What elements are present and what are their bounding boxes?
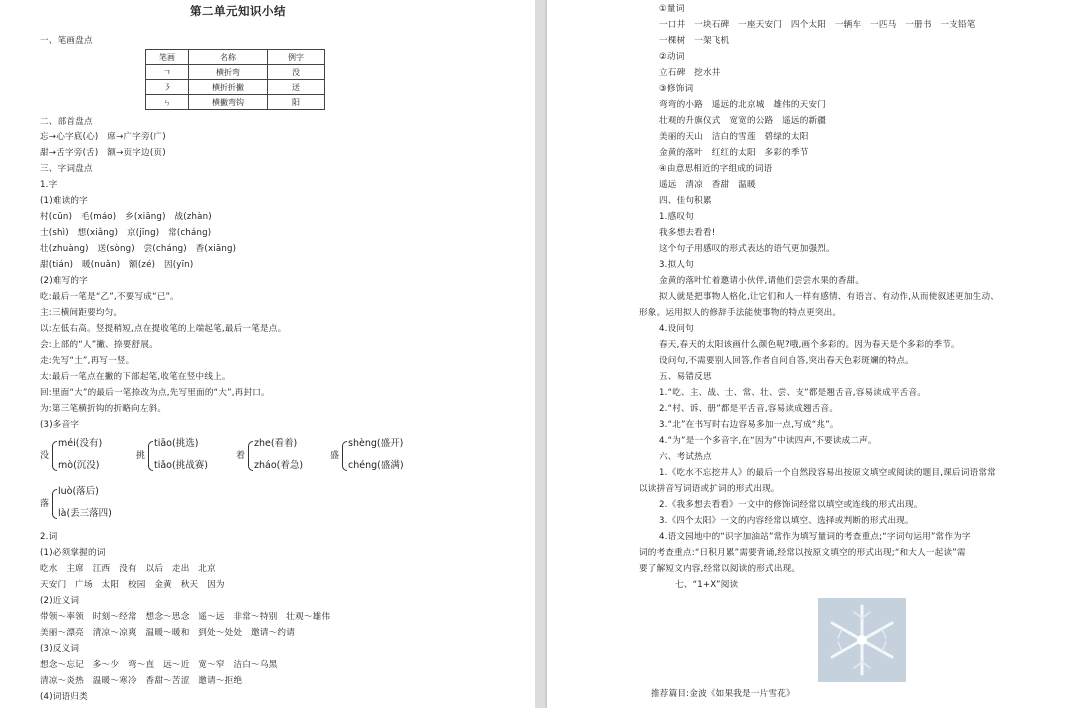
polyphone-reading: mò(沉没)	[58, 460, 100, 471]
subheading: ②动词	[659, 52, 685, 62]
text-line: 推荐篇目:金波《如果我是一片雪花》	[651, 689, 795, 699]
table-header-cell: 名称	[189, 50, 268, 65]
text-line: 为:第三笔横折钩的折略向左斜。	[40, 404, 167, 414]
table-row	[146, 65, 325, 80]
table-cell: ㄣ	[146, 95, 189, 110]
subheading: ①量词	[659, 4, 685, 14]
brace-mark	[148, 441, 153, 471]
table-header-row	[146, 50, 325, 65]
text-line: 设问句,不需要别人回答,作者自问自答,突出春天色彩斑斓的特点。	[659, 356, 915, 366]
text-line: 要了解短文内容,经常以阅读的形式出现。	[639, 564, 801, 574]
text-line: 金黄的落叶忙着邀请小伙伴,请他们尝尝水果的香甜。	[659, 276, 865, 286]
text-line: 1.“吃、主、战、士、常、壮、尝、支”都是翘舌音,容易读成平舌音。	[659, 388, 927, 398]
text-line: 美丽的天山 洁白的雪莲 碧绿的太阳	[659, 132, 809, 142]
section-heading: 二、部首盘点	[40, 117, 93, 127]
page-title: 第二单元知识小结	[190, 4, 286, 18]
text-line: 村(cūn) 毛(máo) 乡(xiāng) 战(zhàn)	[40, 212, 212, 222]
section-heading: 六、考试热点	[659, 452, 712, 462]
polyphone-reading: tiāo(挑选)	[154, 438, 199, 449]
text-line: 会:上部的“人”撇、捺要舒展。	[40, 340, 158, 350]
text-line: 清凉～炎热 温暖～寒冷 香甜～苦涩 邀请～拒绝	[40, 676, 243, 686]
text-line: 天安门 广场 太阳 校园 金黄 秋天 因为	[40, 580, 225, 590]
text-line: 3.《四个太阳》一文的内容经常以填空、选择或判断的形式出现。	[659, 516, 914, 526]
polyphone-reading: là(丢三落四)	[58, 508, 112, 519]
table-row	[146, 95, 325, 110]
text-line: 带领～率领 时刻～经常 想念～思念 遥～远 非常～特别 壮观～雄伟	[40, 612, 331, 622]
text-line: 吃水 主席 江西 没有 以后 走出 北京	[40, 564, 216, 574]
brace-mark	[52, 489, 57, 519]
text-line: 想念～忘记 多～少 弯～直 远～近 宽～窄 洁白～乌黑	[40, 660, 278, 670]
right-page	[547, 0, 1080, 708]
stroke-table	[145, 49, 325, 110]
text-line: 遥远 清凉 香甜 温暖	[659, 180, 756, 190]
polyphone-reading: luò(落后)	[58, 486, 99, 497]
section-heading: 七、“1+X”阅读	[675, 580, 739, 590]
subheading: 3.拟人句	[659, 260, 694, 270]
table-cell: ㇋	[146, 80, 189, 95]
subheading: (3)多音字	[40, 420, 80, 430]
section-heading: 一、笔画盘点	[40, 36, 93, 46]
text-line: 忘→心字底(心) 席→广字旁(广)	[40, 132, 166, 142]
polyphone-reading: shèng(盛开)	[348, 438, 404, 449]
text-line: 壮(zhuàng) 送(sòng) 尝(cháng) 香(xiāng)	[40, 244, 237, 254]
text-line: 立石碑 挖水井	[659, 68, 721, 78]
text-line: 2.《我多想去看看》一文中的修饰词经常以填空或连线的形式出现。	[659, 500, 923, 510]
section-heading: 三、字词盘点	[40, 164, 93, 174]
text-line: 以:左低右高。竖提稍短,点在提收笔的上端起笔,最后一笔是点。	[40, 324, 287, 334]
text-line: 弯弯的小路 遥远的北京城 雄伟的天安门	[659, 100, 827, 110]
text-line: 这个句子用感叹的形式表达的语气更加强烈。	[659, 244, 835, 254]
table-cell: 阳	[268, 95, 325, 110]
text-line: 我多想去看看!	[659, 228, 716, 238]
text-line: 3.“北”在书写时右边容易多加一点,写成“兆”。	[659, 420, 839, 430]
table-header-cell: 笔画	[146, 50, 189, 65]
subheading: (1)必须掌握的词	[40, 548, 106, 558]
table-cell: 没	[268, 65, 325, 80]
subheading: (2)近义词	[40, 596, 80, 606]
subheading: 1.字	[40, 180, 58, 190]
polyphone-reading: zhe(看着)	[254, 438, 298, 449]
text-line: 拟人就是把事物人格化,让它们和人一样有感情、有语言、有动作,从而使叙述更加生动、	[659, 292, 1000, 302]
subheading: 1.感叹句	[659, 212, 694, 222]
subheading: 4.设问句	[659, 324, 694, 334]
polyphone-char: 着	[236, 451, 246, 461]
subheading: 2.词	[40, 532, 58, 542]
snowflake-image	[818, 598, 906, 682]
table-cell: 横折弯	[189, 65, 268, 80]
text-line: 美丽～漂亮 清凉～凉爽 温暖～暖和 到处～处处 邀请～约请	[40, 628, 296, 638]
left-page	[0, 0, 535, 708]
polyphone-reading: méi(没有)	[58, 438, 103, 449]
text-line: 回:里面“大”的最后一笔捺改为点,先写里面的“大”,再封口。	[40, 388, 270, 398]
text-line: 4.语文园地中的“识字加油站”常作为填写量词的考查重点;“字词句运用”常作为字	[659, 532, 971, 542]
text-line: 4.“为”是一个多音字,在“因为”中读四声,不要读成二声。	[659, 436, 877, 446]
text-line: 一棵树 一架飞机	[659, 36, 730, 46]
brace-mark	[52, 441, 57, 471]
text-line: 词的考查重点:“日积月累”需要背诵,经常以按原文填空的形式出现;“和大人一起读”需	[639, 548, 966, 558]
text-line: 金黄的落叶 红红的太阳 多彩的季节	[659, 148, 809, 158]
brace-mark	[342, 441, 347, 471]
text-line: 以读拼音写词语或扩词的形式出现。	[639, 484, 780, 494]
text-line: 走:先写“土”,再写一竖。	[40, 356, 135, 366]
table-cell: ㄱ	[146, 65, 189, 80]
text-line: 士(shì) 想(xiǎng) 京(jīng) 常(cháng)	[40, 228, 212, 238]
subheading: ③修饰词	[659, 84, 694, 94]
table-header-cell: 例字	[268, 50, 325, 65]
text-line: 主:三横间距要均匀。	[40, 308, 123, 318]
text-line: 一口井 一块石碑 一座天安门 四个太阳 一辆车 一匹马 一册书 一支铅笔	[659, 20, 976, 30]
subheading: (1)难读的字	[40, 196, 88, 206]
polyphone-reading: chéng(盛满)	[348, 460, 404, 471]
section-heading: 四、佳句积累	[659, 196, 712, 206]
brace-mark	[248, 441, 253, 471]
text-line: 太:最后一笔点在撇的下部起笔,收笔在竖中线上。	[40, 372, 231, 382]
text-line: 甜(tián) 暖(nuǎn) 额(zé) 因(yīn)	[40, 260, 194, 270]
subheading: (2)难写的字	[40, 276, 88, 286]
table-row	[146, 80, 325, 95]
polyphone-reading: zháo(着急)	[254, 460, 304, 471]
table-cell: 横撇弯钩	[189, 95, 268, 110]
polyphone-char: 没	[40, 451, 50, 461]
text-line: 壮观的升旗仪式 宽宽的公路 遥远的新疆	[659, 116, 827, 126]
text-line: 2.“村、诉、册”都是平舌音,容易读成翘舌音。	[659, 404, 839, 414]
page-gap	[535, 0, 547, 708]
section-heading: 五、易错反思	[659, 372, 712, 382]
polyphone-char: 盛	[330, 451, 340, 461]
polyphone-char: 挑	[136, 451, 146, 461]
text-line: 吃:最后一笔是“乙”,不要写成“已”。	[40, 292, 179, 302]
polyphone-reading: tiǎo(挑战赛)	[154, 460, 208, 471]
text-line: 甜→舌字旁(舌) 额→页字边(页)	[40, 148, 166, 158]
text-line: 春天,春天的太阳该画什么颜色呢?哦,画个多彩的。因为春天是个多彩的季节。	[659, 340, 960, 350]
polyphone-char: 落	[40, 499, 50, 509]
subheading: (3)反义词	[40, 644, 80, 654]
table-cell: 送	[268, 80, 325, 95]
subheading: (4)词语归类	[40, 692, 88, 702]
text-line: 1.《吃水不忘挖井人》的最后一个自然段容易出按原文填空或阅读的题目,课后词语常常	[659, 468, 996, 478]
subheading: ④由意思相近的字组成的词语	[659, 164, 773, 174]
text-line: 形象。运用拟人的修辞手法能使事物的特点更突出。	[639, 308, 842, 318]
table-cell: 横折折撇	[189, 80, 268, 95]
snowflake-icon	[818, 598, 906, 682]
